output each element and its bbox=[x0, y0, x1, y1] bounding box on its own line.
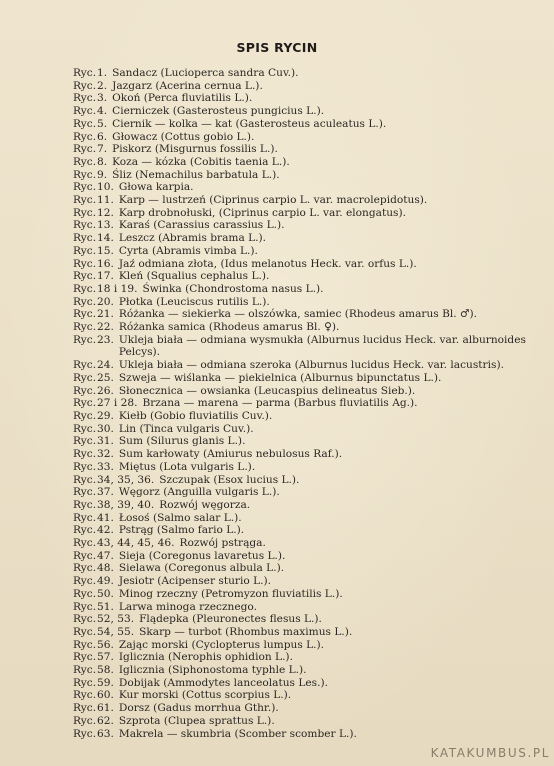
list-item bbox=[73, 359, 533, 372]
figure-number: 20. bbox=[97, 295, 114, 308]
list-item bbox=[73, 677, 533, 690]
list-item bbox=[73, 423, 533, 436]
figure-prefix: Ryc. bbox=[73, 676, 97, 689]
list-item bbox=[73, 702, 533, 715]
list-item bbox=[73, 499, 533, 512]
list-item bbox=[73, 80, 533, 93]
figure-number: 58. bbox=[97, 664, 114, 677]
figure-prefix: Ryc. bbox=[73, 422, 97, 435]
list-item bbox=[73, 651, 533, 664]
figure-number: 52, 53. bbox=[97, 613, 135, 626]
figure-prefix: Ryc. bbox=[73, 143, 97, 156]
figure-number: 25. bbox=[97, 371, 114, 384]
figure-caption: Sieja (Coregonus lavaretus L.). bbox=[118, 549, 286, 562]
figure-caption: Piskorz (Misgurnus fossilis L.). bbox=[112, 143, 278, 156]
list-item bbox=[73, 169, 533, 182]
figure-caption: Szprota (Clupea sprattus L.). bbox=[118, 714, 275, 727]
figure-number: 42. bbox=[97, 524, 114, 537]
figure-caption: Różanka — siekierka — olszówka, samiec (Rhodeus amarus Bl. ♂). bbox=[118, 308, 478, 321]
figure-caption: Słonecznica — owsianka (Leucaspius delineatus Sieb.). bbox=[118, 384, 416, 397]
figure-caption: Lin (Tinca vulgaris Cuv.). bbox=[118, 422, 254, 435]
figure-number: 24. bbox=[97, 359, 114, 372]
list-item bbox=[73, 245, 533, 258]
figure-number: 32. bbox=[97, 448, 114, 461]
figure-number: 48. bbox=[97, 562, 114, 575]
figure-caption: Różanka samica (Rhodeus amarus Bl. ♀). bbox=[118, 321, 340, 334]
list-item bbox=[73, 550, 533, 563]
figure-prefix: Ryc. bbox=[73, 600, 97, 613]
figure-caption: Śliz (Nemachilus barbatula L.). bbox=[112, 168, 280, 181]
figure-prefix: Ryc. bbox=[73, 575, 97, 588]
figure-caption: Makrela — skumbria (Scomber scomber L.). bbox=[118, 727, 357, 740]
figure-number: 56. bbox=[97, 638, 114, 651]
figure-number: 49. bbox=[97, 575, 114, 588]
figure-prefix: Ryc. bbox=[73, 155, 97, 168]
figure-prefix: Ryc. bbox=[73, 105, 97, 118]
list-item bbox=[73, 728, 533, 741]
figure-prefix: Ryc. bbox=[73, 333, 97, 346]
figure-number: 16. bbox=[97, 257, 114, 270]
figure-prefix: Ryc. bbox=[73, 270, 97, 283]
figure-prefix: Ryc. bbox=[73, 397, 97, 410]
figure-number: 22. bbox=[97, 321, 114, 334]
figure-caption: Dorsz (Gadus morrhua Gthr.). bbox=[118, 702, 279, 715]
figure-caption: Iglicznia (Nerophis ophidion L.). bbox=[118, 651, 293, 664]
figure-number: 50. bbox=[97, 587, 114, 600]
figure-prefix: Ryc. bbox=[73, 638, 97, 651]
list-item bbox=[73, 67, 533, 80]
figure-prefix: Ryc. bbox=[73, 587, 97, 600]
figure-caption: Larwa minoga rzecznego. bbox=[118, 600, 257, 613]
figure-caption: Rozwój węgorza. bbox=[159, 498, 251, 511]
figure-prefix: Ryc. bbox=[73, 613, 97, 626]
list-item bbox=[73, 118, 533, 131]
figure-prefix: Ryc. bbox=[73, 460, 97, 473]
list-item bbox=[73, 448, 533, 461]
figure-prefix: Ryc. bbox=[73, 257, 97, 270]
figure-caption: Cyrta (Abramis vimba L.). bbox=[118, 244, 258, 257]
figure-number: 57. bbox=[97, 651, 114, 664]
figure-number: 43, 44, 45, 46. bbox=[97, 537, 175, 550]
figure-prefix: Ryc. bbox=[73, 384, 97, 397]
list-item bbox=[73, 283, 533, 296]
figure-prefix: Ryc. bbox=[73, 67, 97, 79]
figure-caption: Łosoś (Salmo salar L.). bbox=[118, 511, 242, 524]
list-item bbox=[73, 131, 533, 144]
figure-prefix: Ryc. bbox=[73, 219, 97, 232]
list-item bbox=[73, 194, 533, 207]
figure-prefix: Ryc. bbox=[73, 232, 97, 245]
list-item bbox=[73, 207, 533, 220]
figure-prefix: Ryc. bbox=[73, 664, 97, 677]
figure-prefix: Ryc. bbox=[73, 181, 97, 194]
list-item bbox=[73, 156, 533, 169]
figure-caption: Pstrąg (Salmo fario L.). bbox=[118, 524, 245, 537]
figure-caption: Dobijak (Ammodytes lanceolatus Les.). bbox=[118, 676, 328, 689]
list-item bbox=[73, 258, 533, 271]
figure-prefix: Ryc. bbox=[73, 702, 97, 715]
figure-number: 61. bbox=[97, 702, 114, 715]
figure-caption: Kleń (Squalius cephalus L.). bbox=[118, 270, 270, 283]
figure-prefix: Ryc. bbox=[73, 295, 97, 308]
list-item bbox=[73, 474, 533, 487]
list-item bbox=[73, 372, 533, 385]
list-item bbox=[73, 105, 533, 118]
figure-prefix: Ryc. bbox=[73, 244, 97, 257]
page-title: SPIS RYCIN bbox=[236, 40, 318, 55]
figure-prefix: Ryc. bbox=[73, 625, 97, 638]
list-item bbox=[73, 296, 533, 309]
list-item bbox=[73, 626, 533, 639]
figure-number: 23. bbox=[97, 333, 114, 346]
figure-caption: Głowa karpia. bbox=[118, 181, 194, 194]
figure-caption: Jazgarz (Acerina cernua L.). bbox=[112, 79, 263, 92]
figure-caption: Świnka (Chondrostoma nasus L.). bbox=[142, 282, 324, 295]
figure-prefix: Ryc. bbox=[73, 409, 97, 422]
figure-number: 6. bbox=[97, 130, 108, 143]
figure-prefix: Ryc. bbox=[73, 524, 97, 537]
figure-prefix: Ryc. bbox=[73, 435, 97, 448]
list-item bbox=[73, 385, 533, 398]
figure-prefix: Ryc. bbox=[73, 359, 97, 372]
figure-number: 63. bbox=[97, 727, 114, 740]
figure-prefix: Ryc. bbox=[73, 371, 97, 384]
figure-prefix: Ryc. bbox=[73, 727, 97, 740]
figure-caption: Cierniczek (Gasterosteus pungicius L.). bbox=[112, 105, 325, 118]
figure-prefix: Ryc. bbox=[73, 562, 97, 575]
figure-number: 27 i 28. bbox=[97, 397, 138, 410]
figure-caption: Okoń (Perca fluviatilis L.). bbox=[112, 92, 253, 105]
figure-prefix: Ryc. bbox=[73, 498, 97, 511]
figure-caption: Ukleja biała — odmiana szeroka (Alburnus lucidus Heck. var. lacustris). bbox=[118, 359, 504, 372]
figure-prefix: Ryc. bbox=[73, 79, 97, 92]
figure-caption: Sielawa (Coregonus albula L.). bbox=[118, 562, 285, 575]
list-item bbox=[73, 537, 533, 550]
figure-prefix: Ryc. bbox=[73, 714, 97, 727]
list-item bbox=[73, 321, 533, 334]
figure-caption: Zając morski (Cyclopterus lumpus L.). bbox=[118, 638, 325, 651]
figure-prefix: Ryc. bbox=[73, 473, 97, 486]
list-item bbox=[73, 181, 533, 194]
figure-number: 21. bbox=[97, 308, 114, 321]
figure-caption: Flądерka (Pleuronectes flesus L.). bbox=[139, 613, 322, 626]
figure-list bbox=[73, 67, 533, 740]
figure-prefix: Ryc. bbox=[73, 168, 97, 181]
list-item bbox=[73, 512, 533, 525]
list-item bbox=[73, 410, 533, 423]
figure-caption: Szweja — wiślanka — piekielnica (Alburnus bipunctatus L.). bbox=[118, 371, 442, 384]
figure-number: 18 i 19. bbox=[97, 282, 138, 295]
figure-number: 33. bbox=[97, 460, 114, 473]
figure-prefix: Ryc. bbox=[73, 92, 97, 105]
figure-number: 30. bbox=[97, 422, 114, 435]
figure-caption: Jaź odmiana złota, (Idus melanotus Heck. var. orfus L.). bbox=[118, 257, 417, 270]
figure-number: 60. bbox=[97, 689, 114, 702]
figure-number: 14. bbox=[97, 232, 114, 245]
figure-caption: Karp — lustrzeń (Ciprinus carpio L. var. macrolepidotus). bbox=[118, 194, 428, 207]
figure-number: 34, 35, 36. bbox=[97, 473, 155, 486]
figure-prefix: Ryc. bbox=[73, 511, 97, 524]
figure-number: 9. bbox=[97, 168, 108, 181]
figure-prefix: Ryc. bbox=[73, 308, 97, 321]
figure-number: 29. bbox=[97, 409, 114, 422]
figure-number: 8. bbox=[97, 155, 108, 168]
figure-caption: Rozwój pstrąga. bbox=[179, 537, 266, 550]
figure-number: 59. bbox=[97, 676, 114, 689]
list-item bbox=[73, 689, 533, 702]
figure-prefix: Ryc. bbox=[73, 689, 97, 702]
figure-caption: Karp drobnołuski, (Ciprinus carpio L. var. elongatus). bbox=[118, 206, 406, 219]
figure-caption: Sum karłowaty (Amiurus nebulosus Raf.). bbox=[118, 448, 343, 461]
list-item bbox=[73, 613, 533, 626]
figure-number: 62. bbox=[97, 714, 114, 727]
figure-number: 26. bbox=[97, 384, 114, 397]
figure-caption: Leszcz (Abramis brama L.). bbox=[118, 232, 267, 245]
figure-caption: Jesiotr (Acipenser sturio L.). bbox=[118, 575, 271, 588]
figure-number: 15. bbox=[97, 244, 114, 257]
figure-caption: Węgorz (Anguilla vulgaris L.). bbox=[118, 486, 280, 499]
figure-caption: Głowacz (Cottus gobio L.). bbox=[112, 130, 255, 143]
figure-number: 31. bbox=[97, 435, 114, 448]
list-item bbox=[73, 397, 533, 410]
figure-caption: Płotka (Leuciscus rutilis L.). bbox=[118, 295, 270, 308]
figure-prefix: Ryc. bbox=[73, 282, 97, 295]
figure-prefix: Ryc. bbox=[73, 486, 97, 499]
figure-caption: Sandacz (Lucioperca sandra Cuv.). bbox=[112, 67, 299, 79]
figure-caption: Kiełb (Gobio fluviatilis Cuv.). bbox=[118, 409, 273, 422]
list-item bbox=[73, 715, 533, 728]
figure-number: 17. bbox=[97, 270, 114, 283]
list-item bbox=[73, 486, 533, 499]
figure-caption: Sum (Silurus glanis L.). bbox=[118, 435, 246, 448]
figure-caption: Ciernik — kolka — kat (Gasterosteus aculeatus L.). bbox=[112, 117, 387, 130]
list-item bbox=[73, 601, 533, 614]
figure-prefix: Ryc. bbox=[73, 206, 97, 219]
figure-prefix: Ryc. bbox=[73, 537, 97, 550]
list-item bbox=[73, 588, 533, 601]
figure-caption: Koza — kózka (Cobitis taenia L.). bbox=[112, 155, 290, 168]
figure-number: 1. bbox=[97, 67, 108, 79]
watermark-text: KATAKUMBUS.PL bbox=[430, 746, 550, 760]
figure-caption: Karaś (Carassius carassius L.). bbox=[118, 219, 285, 232]
list-item bbox=[73, 562, 533, 575]
figure-caption: Iglicznia (Siphonostoma typhle L.). bbox=[118, 664, 307, 677]
figure-number: 5. bbox=[97, 117, 108, 130]
figure-number: 4. bbox=[97, 105, 108, 118]
figure-caption: Kur morski (Cottus scorpius L.). bbox=[118, 689, 292, 702]
list-item bbox=[73, 270, 533, 283]
list-item bbox=[73, 575, 533, 588]
figure-number: 13. bbox=[97, 219, 114, 232]
figure-caption: Ukleja biała — odmiana wysmukła (Alburnus lucidus Heck. var. alburnoides Pelcys). bbox=[118, 333, 526, 359]
list-item bbox=[73, 664, 533, 677]
figure-number: 51. bbox=[97, 600, 114, 613]
figure-caption: Skarp — turbot (Rhombus maximus L.). bbox=[139, 625, 353, 638]
list-item bbox=[73, 143, 533, 156]
list-item bbox=[73, 524, 533, 537]
figure-prefix: Ryc. bbox=[73, 549, 97, 562]
figure-prefix: Ryc. bbox=[73, 130, 97, 143]
list-item bbox=[73, 334, 533, 359]
figure-number: 41. bbox=[97, 511, 114, 524]
figure-prefix: Ryc. bbox=[73, 321, 97, 334]
figure-number: 7. bbox=[97, 143, 108, 156]
figure-number: 37. bbox=[97, 486, 114, 499]
list-item bbox=[73, 92, 533, 105]
figure-number: 11. bbox=[97, 194, 114, 207]
figure-number: 54, 55. bbox=[97, 625, 135, 638]
figure-caption: Miętus (Lota vulgaris L.). bbox=[118, 460, 256, 473]
figure-caption: Minog rzeczny (Petromyzon fluviatilis L.). bbox=[118, 587, 343, 600]
figure-caption: Brzana — marena — parma (Barbus fluviatilis Ag.). bbox=[142, 397, 418, 410]
figure-prefix: Ryc. bbox=[73, 117, 97, 130]
figure-number: 10. bbox=[97, 181, 114, 194]
list-item bbox=[73, 461, 533, 474]
figure-caption: Szczupak (Esox lucius L.). bbox=[159, 473, 300, 486]
figure-prefix: Ryc. bbox=[73, 194, 97, 207]
figure-prefix: Ryc. bbox=[73, 448, 97, 461]
list-item bbox=[73, 308, 533, 321]
figure-number: 3. bbox=[97, 92, 108, 105]
list-item bbox=[73, 219, 533, 232]
figure-number: 2. bbox=[97, 79, 108, 92]
figure-prefix: Ryc. bbox=[73, 651, 97, 664]
list-item bbox=[73, 435, 533, 448]
figure-number: 47. bbox=[97, 549, 114, 562]
figure-number: 38, 39, 40. bbox=[97, 498, 155, 511]
list-item bbox=[73, 232, 533, 245]
list-item bbox=[73, 639, 533, 652]
figure-number: 12. bbox=[97, 206, 114, 219]
